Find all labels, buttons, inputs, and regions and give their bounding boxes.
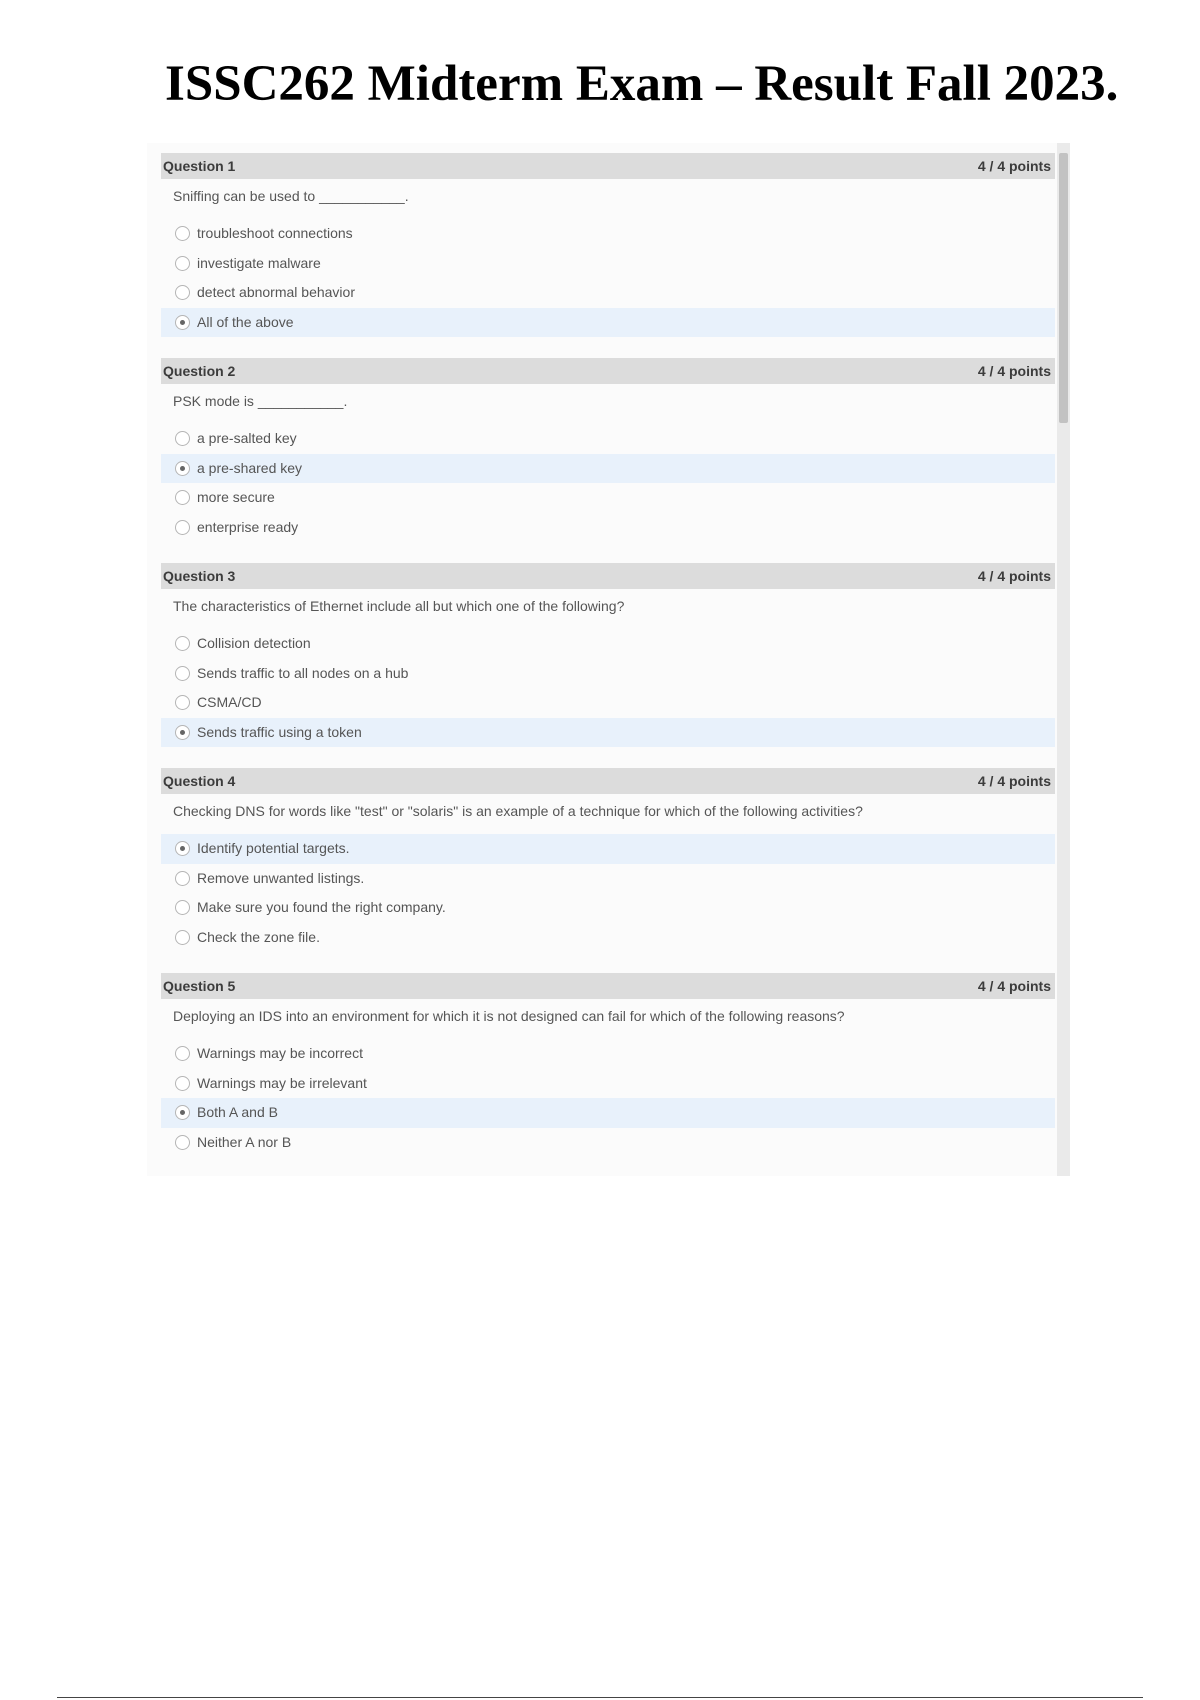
answer-option[interactable]: [161, 893, 1055, 923]
answer-option-label: a pre-salted key: [197, 430, 297, 446]
question-block: [161, 768, 1055, 952]
question-block: [161, 563, 1055, 747]
question-header: [161, 973, 1055, 999]
answer-option-label: more secure: [197, 489, 275, 505]
answer-option-label: a pre-shared key: [197, 459, 303, 476]
question-text: Checking DNS for words like "test" or "solaris" is an example of a technique for which of the following activities?: [173, 803, 863, 819]
answer-option-label: Neither A nor B: [197, 1133, 292, 1150]
answer-option[interactable]: [161, 1128, 1055, 1158]
radio-button-icon[interactable]: [175, 256, 190, 271]
question-block: [161, 973, 1055, 1157]
radio-button-icon[interactable]: [175, 900, 190, 915]
question-text: Sniffing can be used to ___________.: [173, 188, 409, 204]
question-block: [161, 358, 1055, 542]
answer-option-label: Make sure you found the right company.: [197, 899, 446, 915]
answer-option[interactable]: [161, 659, 1055, 689]
answer-option-label: Check the zone file.: [197, 928, 320, 945]
answer-option[interactable]: [161, 249, 1055, 279]
radio-button-icon[interactable]: [175, 930, 190, 945]
radio-button-icon[interactable]: [175, 226, 190, 241]
answer-option[interactable]: [161, 278, 1055, 308]
answer-option-selected[interactable]: [161, 834, 1055, 864]
question-title: Question 3: [163, 568, 236, 584]
answer-option-label: Identify potential targets.: [197, 840, 350, 856]
radio-button-selected-icon[interactable]: [175, 1105, 190, 1120]
scrollbar-thumb[interactable]: [1059, 153, 1068, 423]
question-header: [161, 153, 1055, 179]
answer-option-label: Warnings may be irrelevant: [197, 1074, 367, 1091]
radio-button-icon[interactable]: [175, 1076, 190, 1091]
radio-button-selected-icon[interactable]: [175, 841, 190, 856]
answer-option-label: Sends traffic using a token: [197, 723, 362, 740]
answer-option-selected[interactable]: [161, 308, 1055, 338]
radio-button-icon[interactable]: [175, 1046, 190, 1061]
answer-option-selected[interactable]: [161, 454, 1055, 484]
answer-option-label: Remove unwanted listings.: [197, 869, 365, 886]
question-title: Question 5: [163, 978, 236, 994]
answer-option[interactable]: [161, 688, 1055, 718]
answer-option-label: enterprise ready: [197, 518, 299, 535]
radio-button-icon[interactable]: [175, 1135, 190, 1150]
question-title: Question 4: [163, 773, 236, 789]
radio-button-selected-icon[interactable]: [175, 725, 190, 740]
answer-option[interactable]: [161, 1039, 1055, 1069]
answer-option-label: Warnings may be incorrect: [197, 1045, 363, 1061]
radio-button-selected-icon[interactable]: [175, 461, 190, 476]
radio-button-icon[interactable]: [175, 520, 190, 535]
answer-option[interactable]: [161, 513, 1055, 543]
radio-button-selected-icon[interactable]: [175, 315, 190, 330]
answer-option-label: CSMA/CD: [197, 694, 262, 710]
answer-option-label: Sends traffic to all nodes on a hub: [197, 664, 409, 681]
answer-option[interactable]: [161, 1069, 1055, 1099]
answer-option-label: detect abnormal behavior: [197, 284, 355, 300]
question-points: 4 / 4 points: [977, 568, 1051, 584]
answer-option-label: investigate malware: [197, 254, 321, 271]
quiz-results-panel: [147, 143, 1070, 1176]
answer-option[interactable]: [161, 219, 1055, 249]
question-title: Question 1: [163, 158, 236, 174]
question-points: 4 / 4 points: [977, 773, 1051, 789]
document-title: ISSC262 Midterm Exam – Result Fall 2023.: [165, 56, 1119, 112]
question-header: [161, 358, 1055, 384]
answer-option[interactable]: [161, 864, 1055, 894]
question-title: Question 2: [163, 363, 236, 379]
answer-option-selected[interactable]: [161, 718, 1055, 748]
question-points: 4 / 4 points: [977, 978, 1051, 994]
question-points: 4 / 4 points: [977, 158, 1051, 174]
radio-button-icon[interactable]: [175, 490, 190, 505]
radio-button-icon[interactable]: [175, 666, 190, 681]
question-text: PSK mode is ___________.: [173, 393, 348, 409]
question-points: 4 / 4 points: [977, 363, 1051, 379]
answer-option-label: Collision detection: [197, 635, 311, 651]
answer-option-label: All of the above: [197, 313, 294, 330]
question-text: The characteristics of Ethernet include all but which one of the following?: [173, 598, 625, 614]
answer-option[interactable]: [161, 629, 1055, 659]
answer-option[interactable]: [161, 483, 1055, 513]
radio-button-icon[interactable]: [175, 431, 190, 446]
radio-button-icon[interactable]: [175, 636, 190, 651]
question-header: [161, 768, 1055, 794]
question-text: Deploying an IDS into an environment for which it is not designed can fail for which of the following reasons?: [173, 1008, 845, 1024]
radio-button-icon[interactable]: [175, 695, 190, 710]
answer-option-selected[interactable]: [161, 1098, 1055, 1128]
answer-option-label: troubleshoot connections: [197, 225, 353, 241]
question-header: [161, 563, 1055, 589]
answer-option-label: Both A and B: [197, 1104, 278, 1120]
radio-button-icon[interactable]: [175, 871, 190, 886]
footer-divider: [57, 1697, 1143, 1698]
radio-button-icon[interactable]: [175, 285, 190, 300]
question-block: [161, 153, 1055, 337]
answer-option[interactable]: [161, 424, 1055, 454]
answer-option[interactable]: [161, 923, 1055, 953]
